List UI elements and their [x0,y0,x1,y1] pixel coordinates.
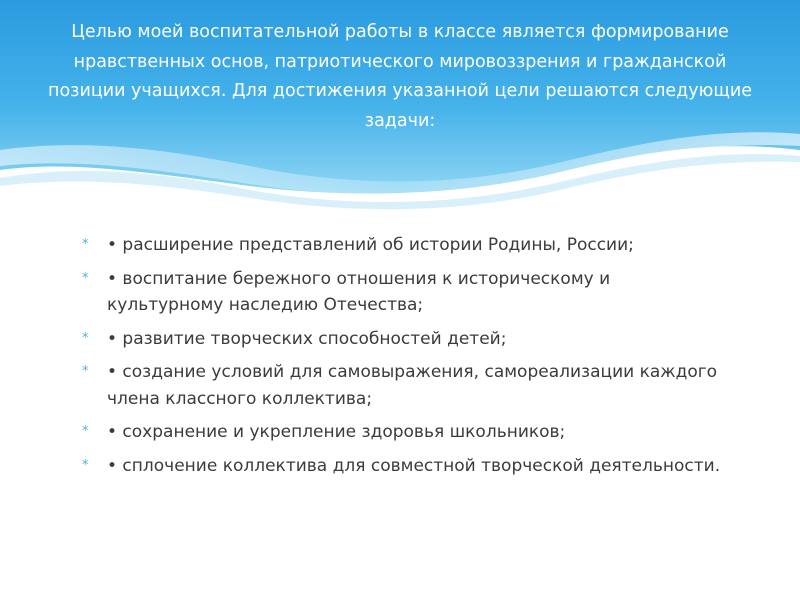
list-item-text: • развитие творческих способностей детей; [107,328,507,349]
list-item [80,232,730,259]
list-item [80,359,730,412]
list-item-text: • расширение представлений об истории Родины, России; [107,235,634,255]
list-item [80,419,730,446]
list-item-text: • создание условий для самовыражения, самореализации каждого члена классного коллектива; [107,362,718,409]
slide-title: Целью моей воспитательной работы в классе является формирование нравственных основ, патриотического мировоззрения и гражданской позиции учащихся. Для достижения указанной цели решаются следующие задачи: [48,22,752,131]
list-item [80,453,730,480]
header-wave-banner [0,0,800,215]
list-item-text: • сохранение и укрепление здоровья школьников; [107,422,566,442]
list-item-text: • сплочение коллектива для совместной творческой деятельности. [107,455,721,476]
bullet-asterisk-icon: * [82,424,89,439]
bullet-asterisk-icon: * [82,237,89,252]
bullet-asterisk-icon: * [82,457,89,473]
bullet-asterisk-icon: * [82,364,89,379]
bullet-asterisk-icon: * [82,330,89,346]
list-item [80,266,730,319]
bullet-asterisk-icon: * [82,270,89,286]
list-item-text: • воспитание бережного отношения к историческому и культурному наследию Отечества; [107,268,611,315]
task-list [80,232,730,486]
list-item [80,326,730,353]
